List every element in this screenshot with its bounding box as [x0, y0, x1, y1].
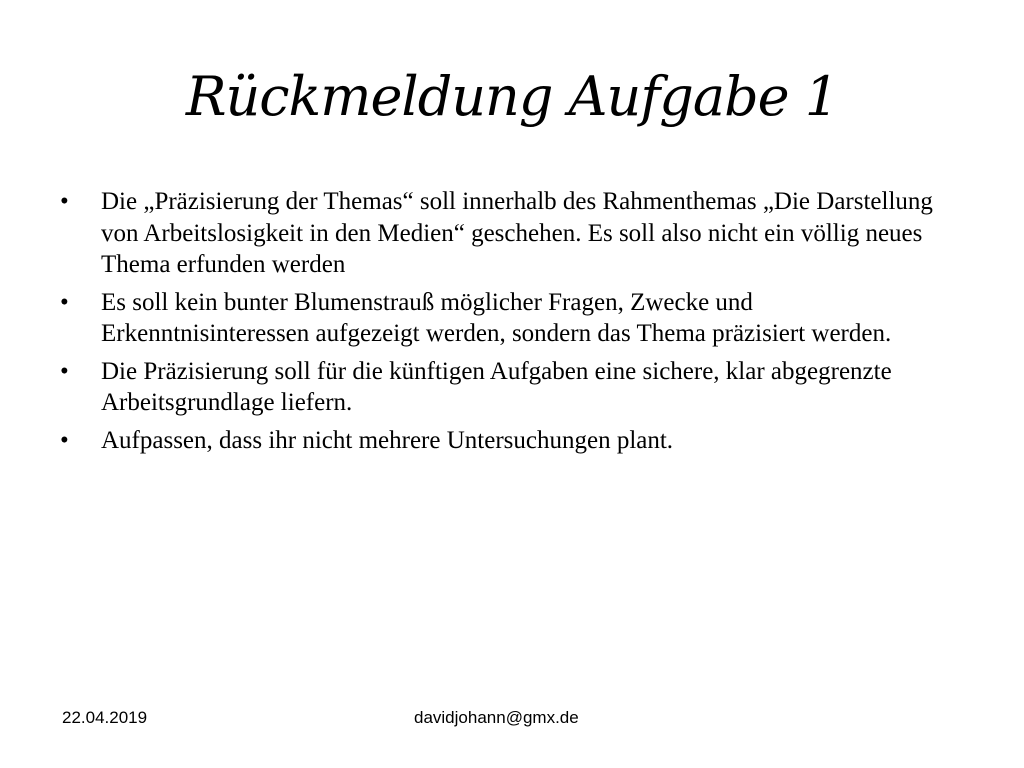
bullet-item: [60, 287, 940, 350]
bullet-item: [60, 425, 940, 457]
bullet-item: [60, 356, 940, 419]
bullet-marker: •: [60, 357, 69, 385]
bullet-marker: •: [60, 288, 69, 316]
bullet-text: Die Präzisierung soll für die künftigen Aufgaben eine sichere, klar abgegrenzte Arbeitsgrundlage liefern.: [101, 357, 892, 416]
bullet-item: [60, 186, 940, 281]
bullet-text: Aufpassen, dass ihr nicht mehrere Untersuchungen plant.: [101, 426, 674, 454]
bullet-marker: •: [60, 188, 69, 215]
slide-title: Rückmeldung Aufgabe 1: [185, 65, 839, 128]
bullet-marker: •: [60, 426, 69, 454]
footer-date: 22.04.2019: [62, 708, 148, 727]
bullet-list: [60, 186, 940, 462]
bullet-text: Es soll kein bunter Blumenstrauß möglicher Fragen, Zwecke und Erkenntnisinteressen aufgezeigt werden, sondern das Thema präzisiert werden.: [101, 288, 892, 347]
footer-email: davidjohann@gmx.de: [414, 708, 579, 727]
bullet-text: Die „Präzisierung der Themas“ soll innerhalb des Rahmenthemas „Die Darstellung von Arbeitslosigkeit in den Medien“ geschehen. Es soll also nicht ein völlig neues Thema erfunden werden: [101, 188, 933, 278]
